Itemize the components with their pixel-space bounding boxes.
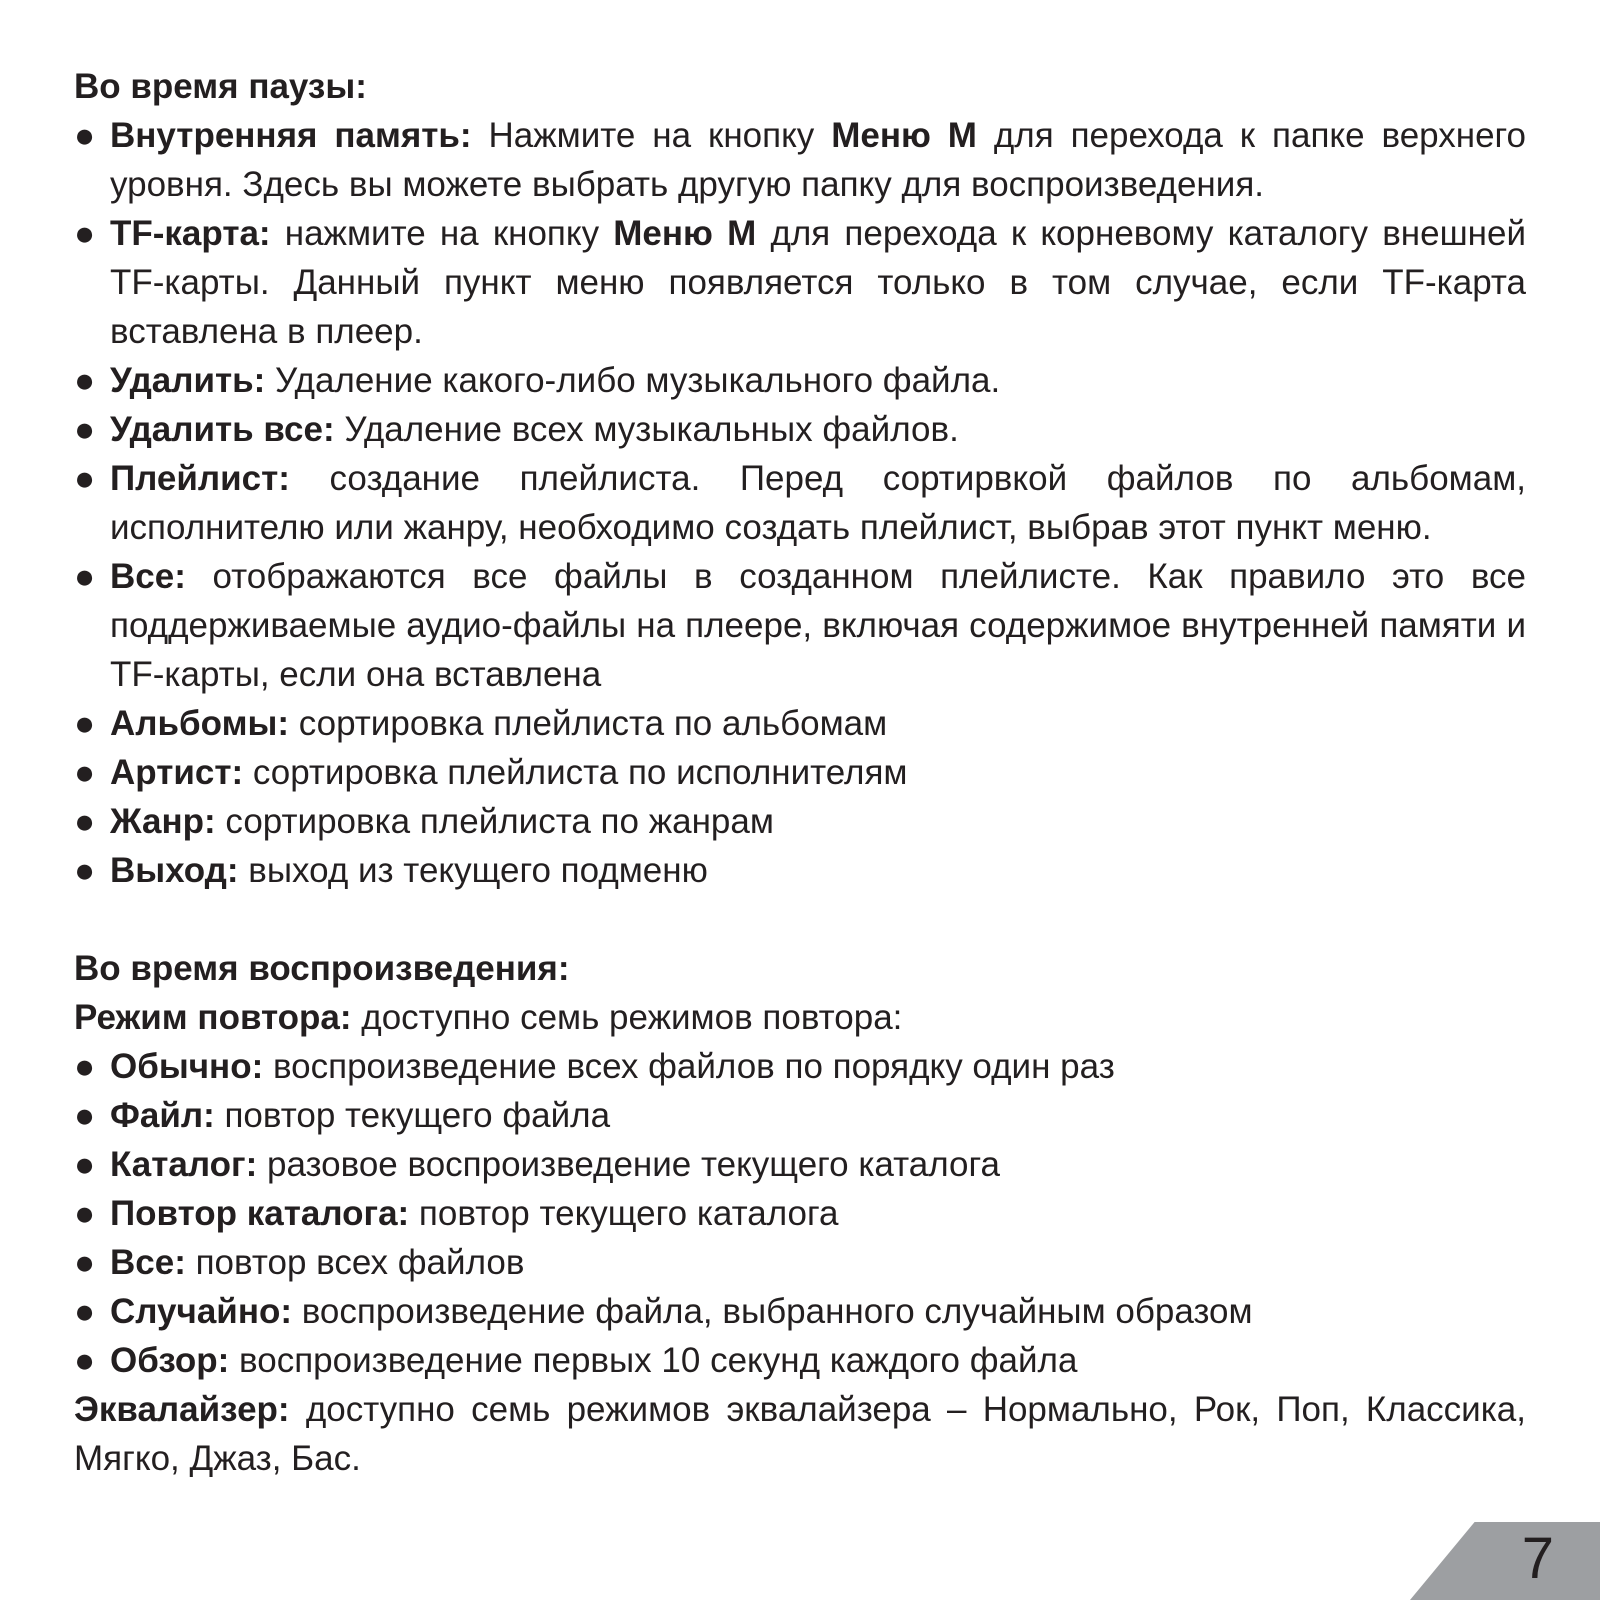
bullet-icon: ● — [74, 851, 96, 890]
item-label: Все: — [110, 1243, 186, 1282]
bullet-icon: ● — [74, 459, 96, 498]
manual-page-content — [74, 62, 1526, 1483]
item-text: повтор текущего файла — [214, 1096, 611, 1135]
bullet-icon: ● — [74, 704, 96, 743]
item-text: для перехода к корневому каталогу внешней TF-карты. Данный пункт меню появляется только в том случае, если TF-карта вставлена в плеер. — [110, 214, 1526, 351]
bullet-icon: ● — [74, 410, 96, 449]
item-text: выход из текущего подменю — [238, 851, 708, 890]
item-label: Каталог: — [110, 1145, 258, 1184]
list-item-internal-memory — [74, 111, 1526, 209]
item-text: нажмите на кнопку — [270, 214, 614, 253]
section-spacer — [74, 895, 1526, 944]
item-text: создание плейлиста. Перед сортирвкой файлов по альбомам, исполнителю или жанру, необходимо создать плейлист, выбрав этот пункт меню. — [110, 459, 1526, 547]
page-number-tab — [1410, 1522, 1600, 1600]
list-item-random — [74, 1287, 1526, 1336]
list-item-playlist — [74, 454, 1526, 552]
playback-section-heading: Во время воспроизведения: — [74, 949, 570, 988]
list-item-preview — [74, 1336, 1526, 1385]
bullet-icon: ● — [74, 753, 96, 792]
item-label: TF-карта: — [110, 214, 271, 253]
item-text: отображаются все файлы в созданном плейлисте. Как правило это все поддерживаемые аудио-файлы на плеере, включая содержимое внутренней памяти и TF-карты, если она вставлена — [110, 557, 1526, 694]
bullet-icon: ● — [74, 1341, 96, 1380]
equalizer-label: Эквалайзер: — [74, 1390, 290, 1429]
menu-button-name: Меню M — [613, 214, 757, 253]
item-label: Повтор каталога: — [110, 1194, 410, 1233]
item-label: Внутренняя память: — [110, 116, 472, 155]
bullet-icon: ● — [74, 1047, 96, 1086]
pause-section-heading: Во время паузы: — [74, 67, 367, 106]
list-item-tf-card — [74, 209, 1526, 356]
page-number: 7 — [1521, 1526, 1554, 1591]
bullet-icon: ● — [74, 1145, 96, 1184]
item-text: Удаление какого-либо музыкального файла. — [265, 361, 1001, 400]
item-text: воспроизведение всех файлов по порядку один раз — [263, 1047, 1115, 1086]
item-text: повтор всех файлов — [185, 1243, 525, 1282]
item-text: Нажмите на кнопку — [471, 116, 832, 155]
bullet-icon: ● — [74, 1292, 96, 1331]
item-text: разовое воспроизведение текущего каталога — [257, 1145, 1000, 1184]
pause-menu-list — [74, 111, 1526, 895]
bullet-icon: ● — [74, 214, 96, 253]
list-item-delete — [74, 356, 1526, 405]
item-label: Удалить все: — [110, 410, 335, 449]
list-item-file — [74, 1091, 1526, 1140]
item-label: Обзор: — [110, 1341, 230, 1380]
item-text: воспроизведение файла, выбранного случайным образом — [292, 1292, 1253, 1331]
item-text: сортировка плейлиста по альбомам — [289, 704, 888, 743]
list-item-repeat-catalog — [74, 1189, 1526, 1238]
list-item-artist — [74, 748, 1526, 797]
list-item-genre — [74, 797, 1526, 846]
menu-button-name: Меню M — [831, 116, 977, 155]
bullet-icon: ● — [74, 116, 96, 155]
bullet-icon: ● — [74, 802, 96, 841]
item-text: воспроизведение первых 10 секунд каждого файла — [229, 1341, 1078, 1380]
list-item-all — [74, 552, 1526, 699]
bullet-icon: ● — [74, 1096, 96, 1135]
item-label: Удалить: — [110, 361, 266, 400]
bullet-icon: ● — [74, 361, 96, 400]
item-label: Альбомы: — [110, 704, 289, 743]
bullet-icon: ● — [74, 557, 96, 596]
list-item-normal — [74, 1042, 1526, 1091]
item-label: Жанр: — [110, 802, 216, 841]
repeat-mode-list — [74, 1042, 1526, 1385]
list-item-albums — [74, 699, 1526, 748]
item-label: Случайно: — [110, 1292, 292, 1331]
item-label: Файл: — [110, 1096, 215, 1135]
repeat-mode-label: Режим повтора: — [74, 998, 352, 1037]
item-text: повтор текущего каталога — [409, 1194, 839, 1233]
list-item-exit — [74, 846, 1526, 895]
item-label: Плейлист: — [110, 459, 290, 498]
item-label: Обычно: — [110, 1047, 264, 1086]
item-label: Все: — [110, 557, 186, 596]
item-text: сортировка плейлиста по жанрам — [215, 802, 774, 841]
list-item-catalog — [74, 1140, 1526, 1189]
equalizer-paragraph — [74, 1385, 1526, 1483]
bullet-icon: ● — [74, 1243, 96, 1282]
item-text: Удаление всех музыкальных файлов. — [334, 410, 959, 449]
equalizer-text: доступно семь режимов эквалайзера – Нормально, Рок, Поп, Классика, Мягко, Джаз, Бас. — [74, 1390, 1526, 1478]
bullet-icon: ● — [74, 1194, 96, 1233]
repeat-mode-text: доступно семь режимов повтора: — [351, 998, 903, 1037]
list-item-delete-all — [74, 405, 1526, 454]
item-label: Выход: — [110, 851, 239, 890]
list-item-repeat-all — [74, 1238, 1526, 1287]
repeat-mode-intro — [74, 993, 1526, 1042]
item-text: сортировка плейлиста по исполнителям — [243, 753, 908, 792]
item-text: для перехода к папке верхнего уровня. Здесь вы можете выбрать другую папку для воспроизведения. — [110, 116, 1526, 204]
item-label: Артист: — [110, 753, 244, 792]
